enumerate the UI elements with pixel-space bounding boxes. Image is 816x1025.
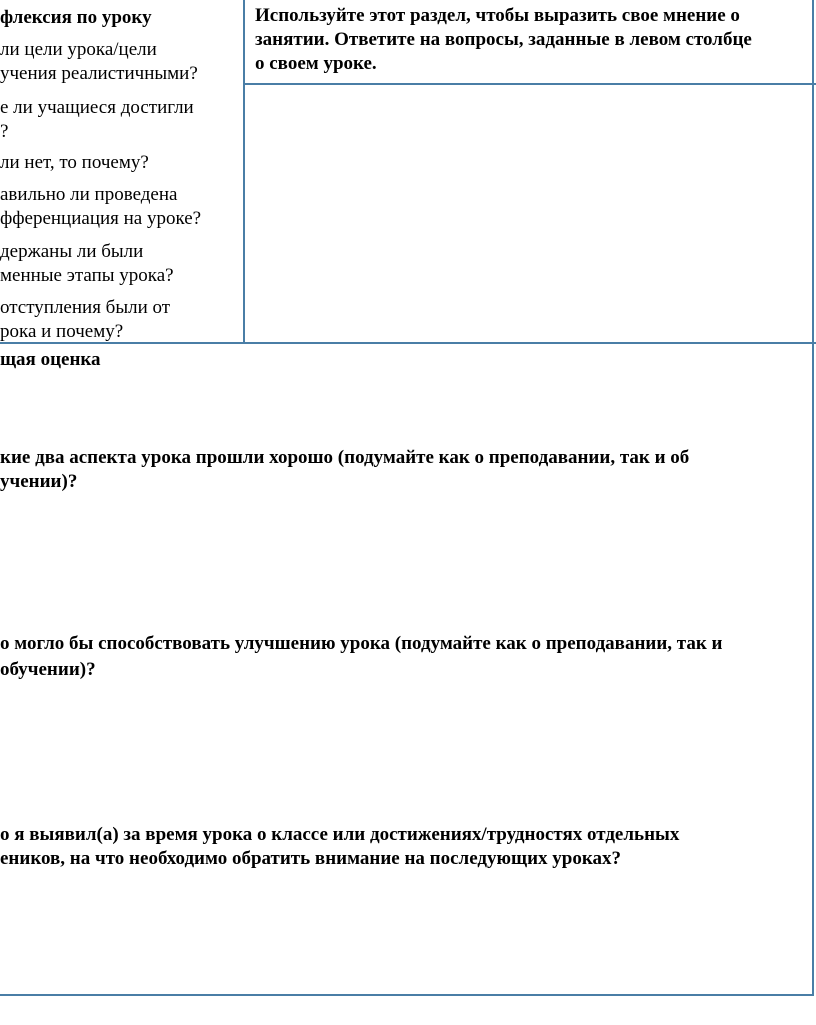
instructions-line: о своем уроке. — [255, 53, 377, 74]
question-line: учения реалистичными? — [0, 63, 198, 84]
reflection-heading: флексия по уроку — [0, 7, 152, 28]
response-area[interactable] — [245, 85, 814, 342]
question-line: фференциация на уроке? — [0, 208, 202, 229]
question-line: кие два аспекта урока прошли хорошо (подумайте как о преподавании, так и об — [0, 447, 690, 468]
question-line: авильно ли проведена — [0, 184, 178, 205]
overall-heading: щая оценка — [0, 349, 101, 370]
question-line: отступления были от — [0, 297, 171, 318]
question-line: о могло бы способствовать улучшению урока (подумайте как о преподавании, так и — [0, 633, 723, 654]
instructions-line: занятии. Ответите на вопросы, заданные в левом столбце — [255, 29, 752, 50]
question-line: держаны ли были — [0, 241, 144, 262]
question-line: ли цели урока/цели — [0, 39, 157, 60]
question-line: ? — [0, 121, 9, 142]
question-line: рока и почему? — [0, 321, 124, 342]
overall-answer-area-3[interactable] — [0, 875, 814, 993]
question-line: обучении)? — [0, 659, 96, 680]
question-line: менные этапы урока? — [0, 265, 174, 286]
overall-answer-area-2[interactable] — [0, 686, 814, 816]
overall-answer-area-1[interactable] — [0, 498, 814, 628]
question-line: ли нет, то почему? — [0, 152, 149, 173]
question-line: еников, на что необходимо обратить внимание на последующих уроках? — [0, 848, 621, 869]
question-line: учении)? — [0, 471, 78, 492]
question-line: е ли учащиеся достигли — [0, 97, 194, 118]
instructions-line: Используйте этот раздел, чтобы выразить свое мнение о — [255, 5, 740, 26]
question-line: о я выявил(а) за время урока о классе или достижениях/трудностях отдельных — [0, 824, 680, 845]
